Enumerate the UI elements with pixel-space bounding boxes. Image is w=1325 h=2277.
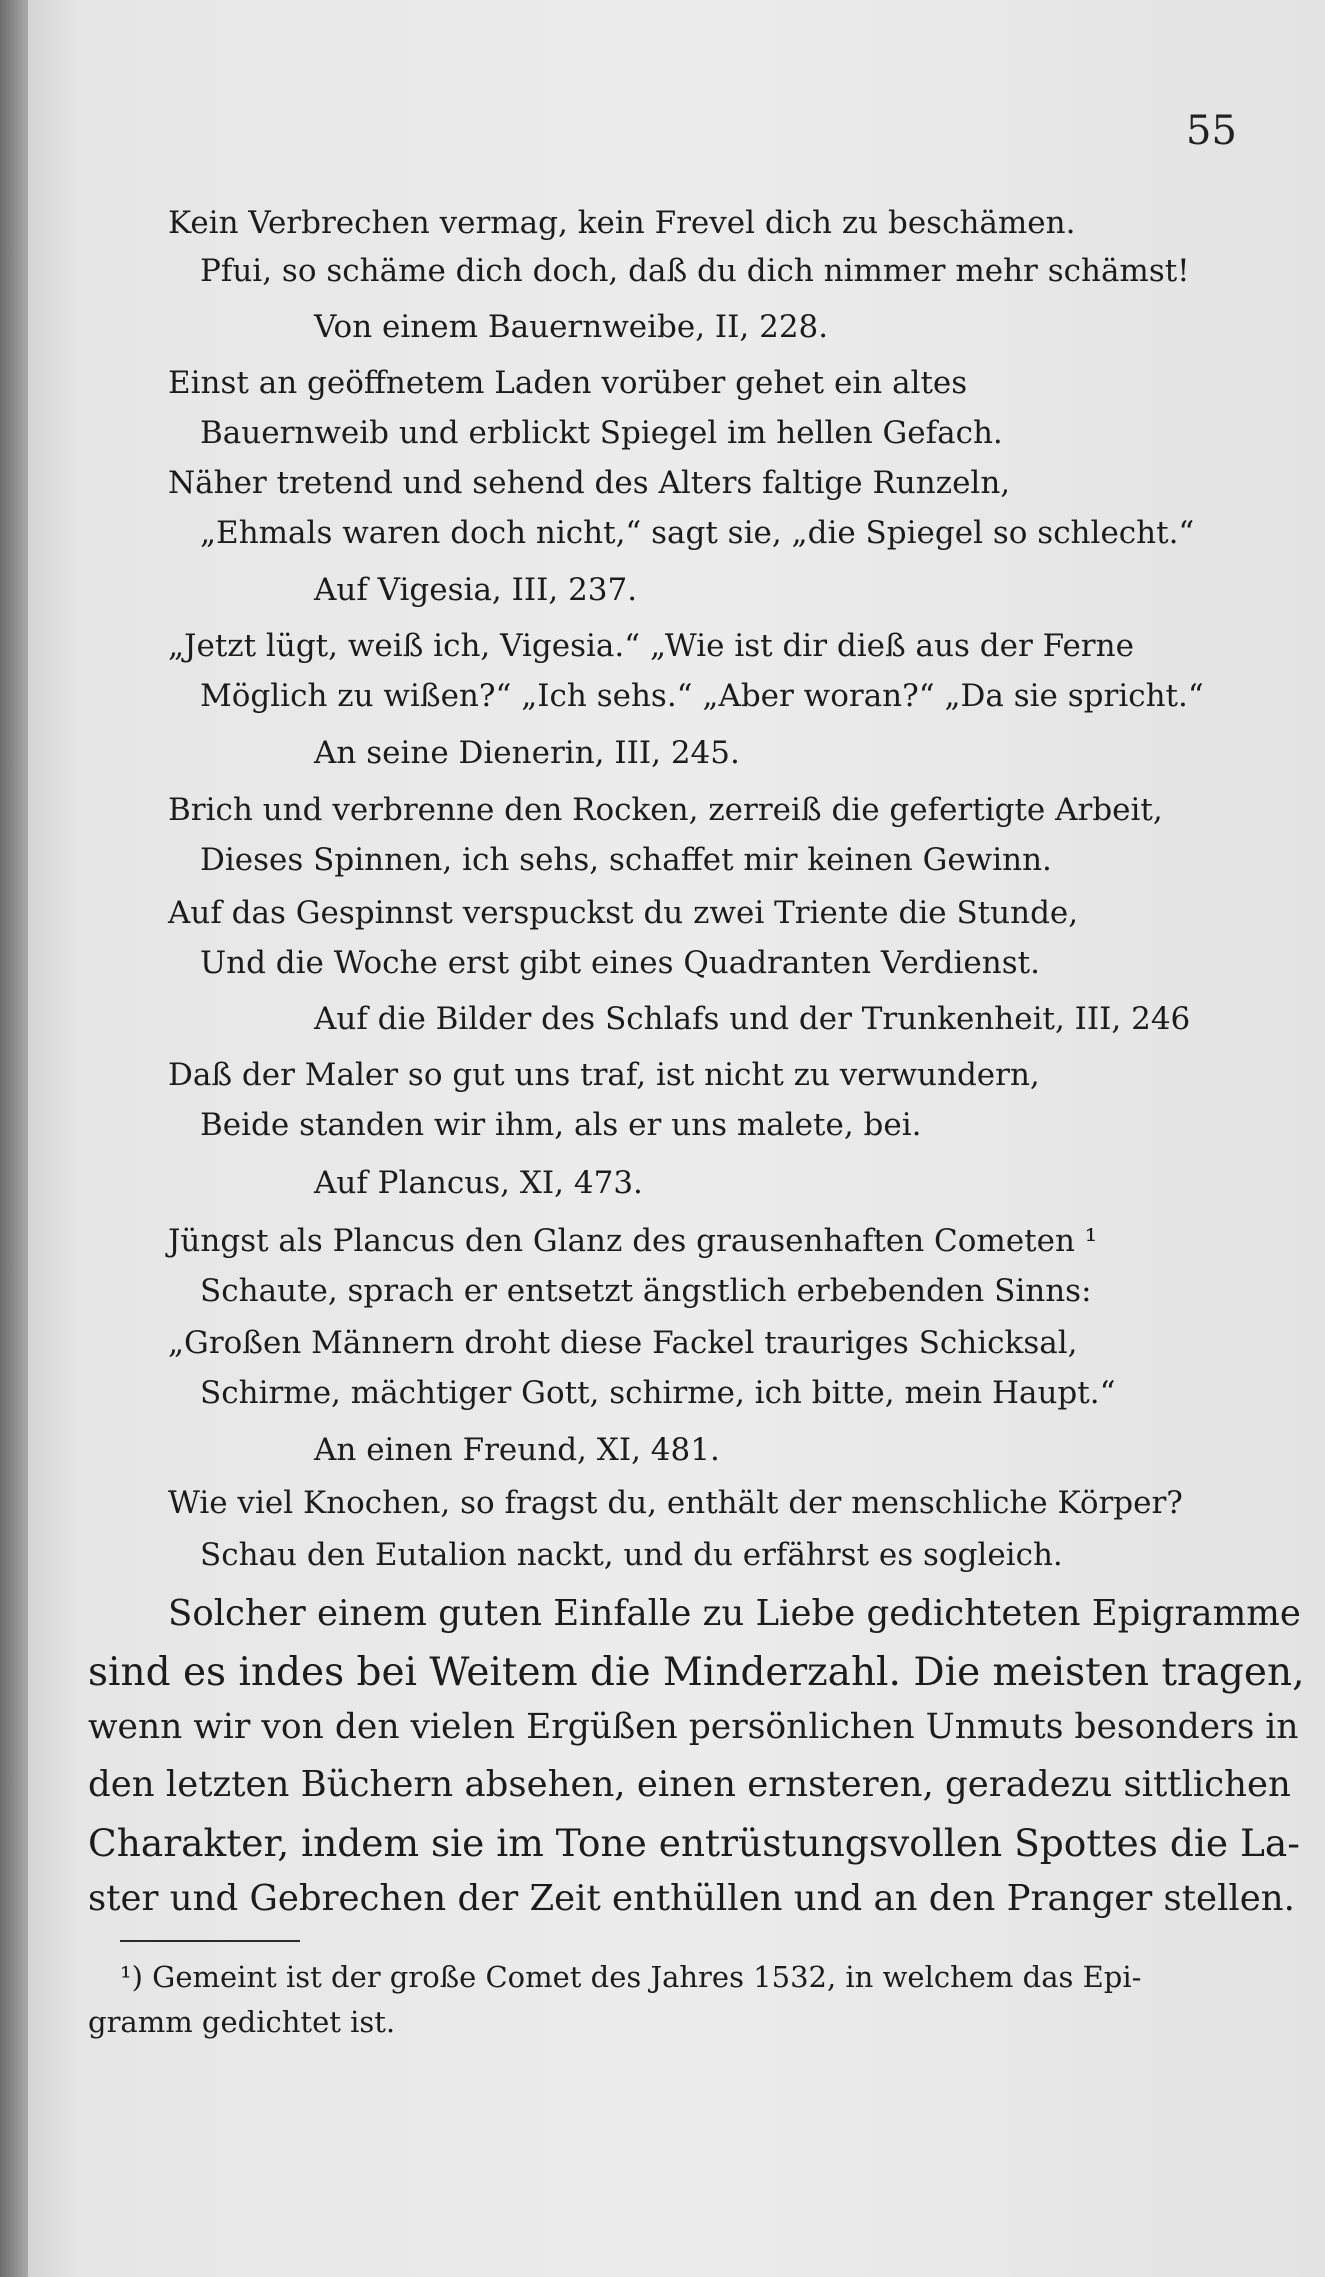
epigram-heading: An seine Dienerin, III, 245. (314, 735, 740, 771)
body-paragraph-line: wenn wir von den vielen Ergüßen persönlichen Unmuts besonders in (88, 1707, 1299, 1747)
page-gutter-shadow (0, 0, 28, 2277)
body-paragraph-line: sind es indes bei Weitem die Minderzahl. Die meisten tragen, (88, 1650, 1305, 1695)
poem-line: Und die Woche erst gibt eines Quadranten Verdienst. (200, 945, 1040, 981)
poem-line: Schaute, sprach er entsetzt ängstlich erbebenden Sinns: (200, 1273, 1092, 1309)
body-paragraph-line: ster und Gebrechen der Zeit enthüllen und an den Pranger stellen. (88, 1878, 1295, 1919)
epigram-heading: Von einem Bauernweibe, II, 228. (314, 309, 829, 345)
epigram-heading: Auf Plancus, XI, 473. (314, 1165, 643, 1201)
poem-line: Daß der Maler so gut uns traf, ist nicht zu verwundern, (168, 1057, 1040, 1093)
poem-line: Bauernweib und erblickt Spiegel im hellen Gefach. (200, 415, 1003, 451)
poem-line: Brich und verbrenne den Rocken, zerreiß die gefertigte Arbeit, (168, 792, 1163, 828)
poem-line: Pfui, so schäme dich doch, daß du dich nimmer mehr schämst! (200, 253, 1190, 289)
footnote-line: ¹) Gemeint ist der große Comet des Jahres 1532, in welchem das Epi- (120, 1960, 1142, 1994)
poem-line: Möglich zu wißen?“ „Ich sehs.“ „Aber woran?“ „Da sie spricht.“ (200, 678, 1204, 714)
body-paragraph-line: Charakter, indem sie im Tone entrüstungsvollen Spottes die La- (88, 1821, 1300, 1865)
page-number: 55 (1186, 108, 1237, 154)
poem-line: Dieses Spinnen, ich sehs, schaffet mir keinen Gewinn. (200, 842, 1052, 878)
poem-line: Auf das Gespinnst verspuckst du zwei Triente die Stunde, (168, 895, 1079, 931)
epigram-heading: An einen Freund, XI, 481. (314, 1432, 720, 1468)
poem-line: „Jetzt lügt, weiß ich, Vigesia.“ „Wie ist dir dieß aus der Ferne (168, 628, 1134, 664)
footnote-rule (120, 1940, 300, 1942)
body-paragraph-line: den letzten Büchern absehen, einen ernsteren, geradezu sittlichen (88, 1764, 1291, 1805)
poem-line: Näher tretend und sehend des Alters faltige Runzeln, (168, 465, 1011, 501)
poem-line: „Ehmals waren doch nicht,“ sagt sie, „die Spiegel so schlecht.“ (200, 515, 1195, 551)
poem-line: Jüngst als Plancus den Glanz des grausenhaften Cometen ¹ (168, 1223, 1098, 1259)
poem-line: „Großen Männern droht diese Fackel trauriges Schicksal, (168, 1325, 1078, 1361)
poem-line: Wie viel Knochen, so fragst du, enthält der menschliche Körper? (168, 1485, 1183, 1521)
poem-line: Schirme, mächtiger Gott, schirme, ich bitte, mein Haupt.“ (200, 1375, 1116, 1411)
epigram-heading: Auf die Bilder des Schlafs und der Trunkenheit, III, 246 (314, 1001, 1191, 1037)
poem-line: Beide standen wir ihm, als er uns malete, bei. (200, 1107, 922, 1143)
body-paragraph-line: Solcher einem guten Einfalle zu Liebe gedichteten Epigramme (168, 1593, 1301, 1634)
poem-line: Schau den Eutalion nackt, und du erfährst es sogleich. (200, 1537, 1063, 1573)
epigram-heading: Auf Vigesia, III, 237. (314, 572, 638, 608)
book-page (28, 0, 1325, 2277)
footnote-line: gramm gedichtet ist. (88, 2005, 396, 2039)
poem-line: Kein Verbrechen vermag, kein Frevel dich zu beschämen. (168, 205, 1076, 241)
poem-line: Einst an geöffnetem Laden vorüber gehet ein altes (168, 365, 968, 401)
